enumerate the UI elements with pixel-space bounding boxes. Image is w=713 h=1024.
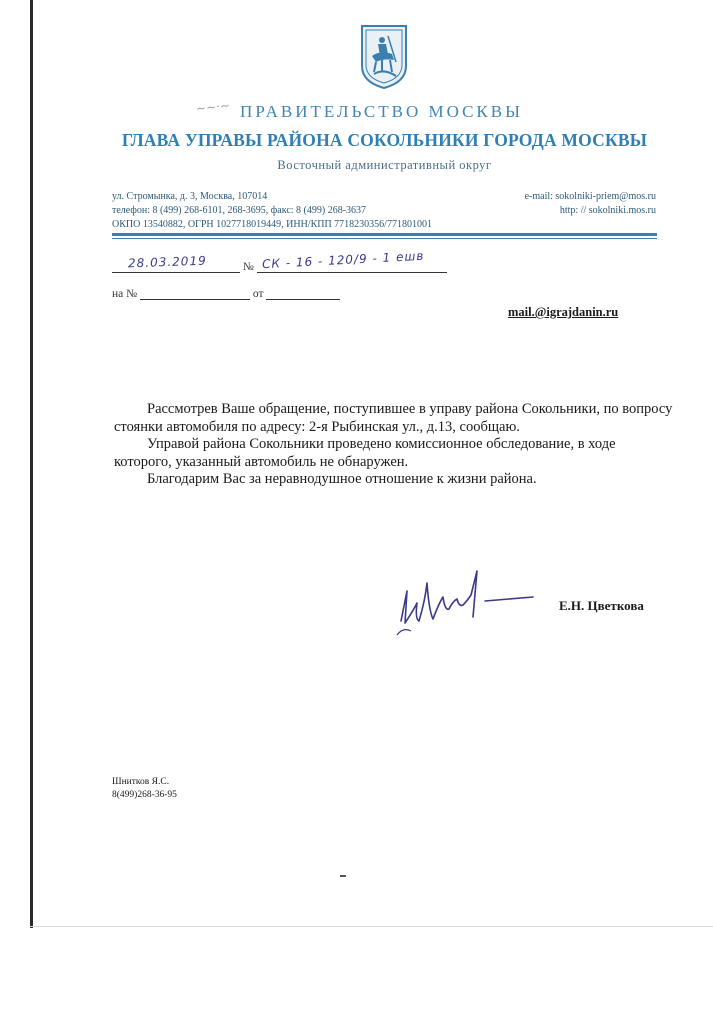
number-sign: № (242, 261, 254, 273)
okrug-name: Восточный административный округ (277, 158, 492, 172)
handwritten-number: СК - 16 - 120/9 - 1 ешв (261, 248, 425, 272)
margin-scribble: ~~·~ (195, 98, 231, 116)
government-title: ПРАВИТЕЛЬСТВО МОСКВЫ (240, 102, 523, 121)
contact-details (112, 190, 432, 232)
recipient-email: mail.@igrajdanin.ru (508, 305, 619, 319)
phone-numbers: телефон: 8 (499) 268-6101, 268-3695, факс: 8 (499) 268-3637 (112, 205, 367, 216)
website: http: // sokolniki.mos.ru (559, 205, 656, 216)
executor-name: Шнитков Я.С. (112, 777, 170, 787)
header-rule-thick (112, 233, 657, 236)
executor-phone: 8(499)268-36-95 (112, 789, 177, 800)
from-label: от (252, 288, 264, 300)
address: ул. Стромынка, д. 3, Москва, 107014 (112, 191, 268, 202)
executor-info (112, 776, 177, 801)
ref-label: на № (112, 288, 138, 300)
handwritten-date: 28.03.2019 (127, 253, 207, 271)
letter-body (114, 401, 674, 489)
web-contacts (525, 190, 656, 218)
registration-codes: ОКПО 13540882, ОГРН 1027718019449, ИНН/КПП 7718230356/771801001 (112, 219, 432, 230)
scan-speck (340, 875, 346, 877)
body-paragraph-3: Благодарим Вас за неравнодушное отношение к жизни района. (147, 471, 537, 487)
ref-underline (140, 286, 250, 300)
signer-name: Е.Н. Цветкова (559, 598, 644, 613)
email-address: e-mail: sokolniki-priem@mos.ru (524, 191, 656, 202)
incoming-reference-line (112, 286, 340, 300)
scan-bottom-edge (30, 926, 713, 927)
from-underline (266, 286, 340, 300)
moscow-coat-of-arms-icon (358, 22, 410, 90)
header-rule-thin (112, 238, 657, 239)
body-paragraph-1: Рассмотрев Ваше обращение, поступившее в управу района Сокольники, по вопросу стоянки автомобиля по адресу: 2-я Рыбинская ул., д.13, сообщаю. (114, 401, 673, 435)
body-paragraph-2: Управой района Сокольники проведено комиссионное обследование, в ходе которого, указанный автомобиль не обнаружен. (114, 436, 616, 470)
handwritten-signature (393, 561, 538, 641)
head-title: ГЛАВА УПРАВЫ РАЙОНА СОКОЛЬНИКИ ГОРОДА МОСКВЫ (121, 130, 648, 150)
